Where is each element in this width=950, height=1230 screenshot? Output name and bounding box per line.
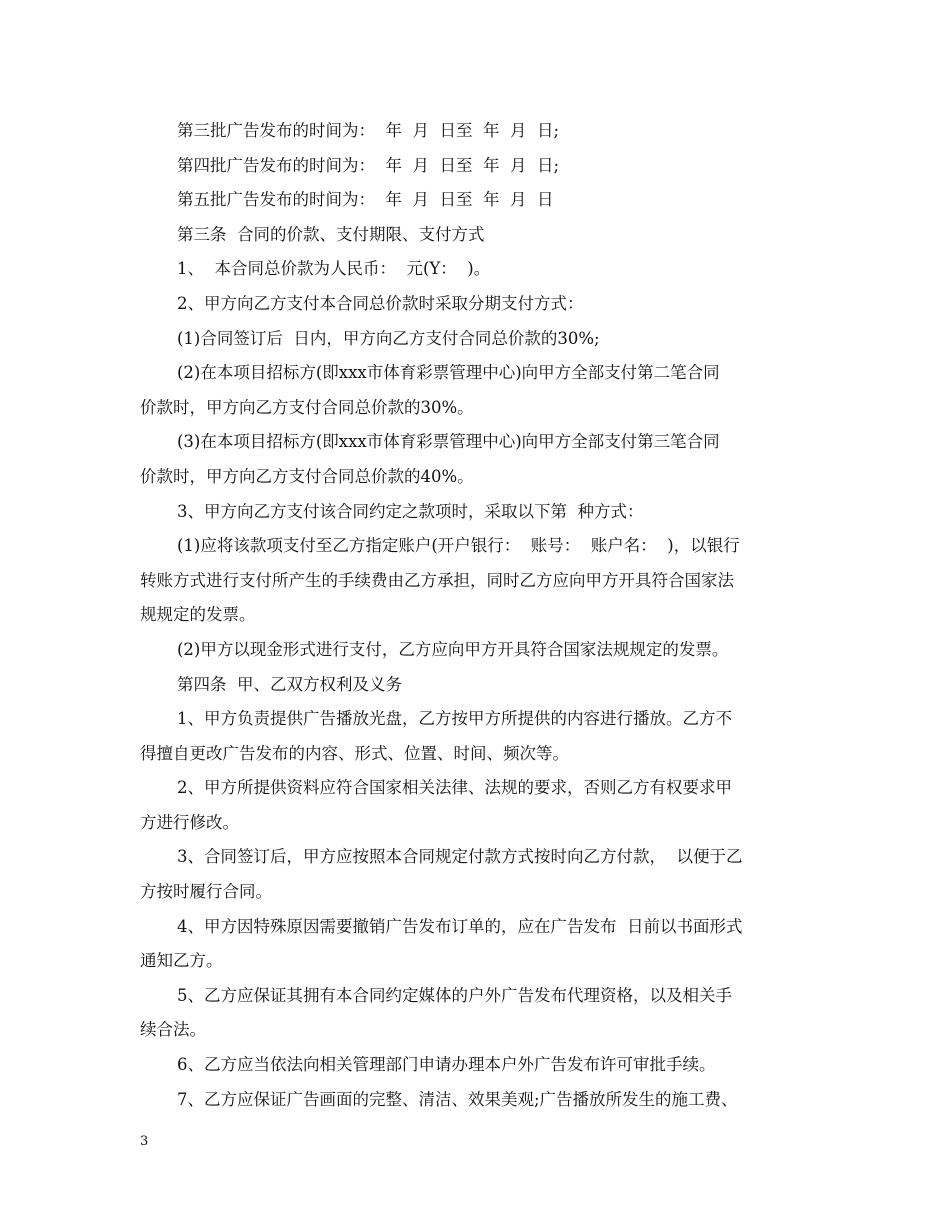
text-line: 2、甲方所提供资料应符合国家相关法律、法规的要求，否则乙方有权要求甲: [177, 778, 732, 798]
text-line: 3、甲方向乙方支付该合同约定之款项时，采取以下第 种方式：: [177, 501, 644, 521]
text-line: 价款时，甲方向乙方支付合同总价款的30%。: [140, 397, 474, 417]
text-line: 转账方式进行支付所产生的手续费由乙方承担，同时乙方应向甲方开具符合国家法: [140, 570, 734, 590]
text-line: 3、合同签订后，甲方应按照本合同规定付款方式按时向乙方付款， 以便于乙: [177, 847, 743, 867]
text-line: 第四条 甲、乙双方权利及义务: [177, 674, 402, 694]
text-line: 1、 本合同总价款为人民币： 元(Y： )。: [177, 259, 491, 279]
text-line: 7、乙方应保证广告画面的完整、清洁、效果美观;广告播放所发生的施工费、: [177, 1089, 738, 1109]
text-line: 方进行修改。: [140, 812, 239, 832]
text-line: (3)在本项目招标方(即xxx市体育彩票管理中心)向甲方全部支付第三笔合同: [177, 432, 720, 452]
text-line: 1、甲方负责提供广告播放光盘，乙方按甲方所提供的内容进行播放。乙方不: [177, 709, 732, 729]
text-line: 规规定的发票。: [140, 605, 256, 625]
page-number: 3: [140, 1134, 149, 1149]
text-line: 第三条 合同的价款、支付期限、支付方式: [177, 224, 485, 244]
text-line: 方按时履行合同。: [140, 882, 272, 902]
text-line: 续合法。: [140, 1020, 206, 1040]
text-line: 4、甲方因特殊原因需要撤销广告发布订单的，应在广告发布 日前以书面形式: [177, 916, 743, 936]
contract-body: [140, 114, 812, 1117]
text-line: 价款时，甲方向乙方支付合同总价款的40%。: [140, 466, 474, 486]
text-line: (1)应将该款项支付至乙方指定账户(开户银行： 账号： 账户名： )，以银行: [177, 536, 740, 556]
text-line: (1)合同签订后 日内，甲方向乙方支付合同总价款的30%;: [177, 328, 600, 348]
text-line: (2)甲方以现金形式进行支付，乙方应向甲方开具符合国家法规规定的发票。: [177, 639, 729, 659]
text-line: 5、乙方应保证其拥有本合同约定媒体的户外广告发布代理资格，以及相关手: [177, 985, 732, 1005]
text-line: 通知乙方。: [140, 951, 223, 971]
text-line: 6、乙方应当依法向相关管理部门申请办理本户外广告发布许可审批手续。: [177, 1055, 716, 1075]
text-line: 第三批广告发布的时间为： 年 月 日至 年 月 日;: [177, 121, 559, 140]
text-line: 第五批广告发布的时间为： 年 月 日至 年 月 日: [177, 190, 554, 210]
text-line: 得擅自更改广告发布的内容、形式、位置、时间、频次等。: [140, 743, 569, 763]
text-line: 2、甲方向乙方支付本合同总价款时采取分期支付方式：: [177, 293, 584, 313]
text-line: (2)在本项目招标方(即xxx市体育彩票管理中心)向甲方全部支付第二笔合同: [177, 363, 720, 383]
text-line: 第四批广告发布的时间为： 年 月 日至 年 月 日;: [177, 155, 559, 175]
